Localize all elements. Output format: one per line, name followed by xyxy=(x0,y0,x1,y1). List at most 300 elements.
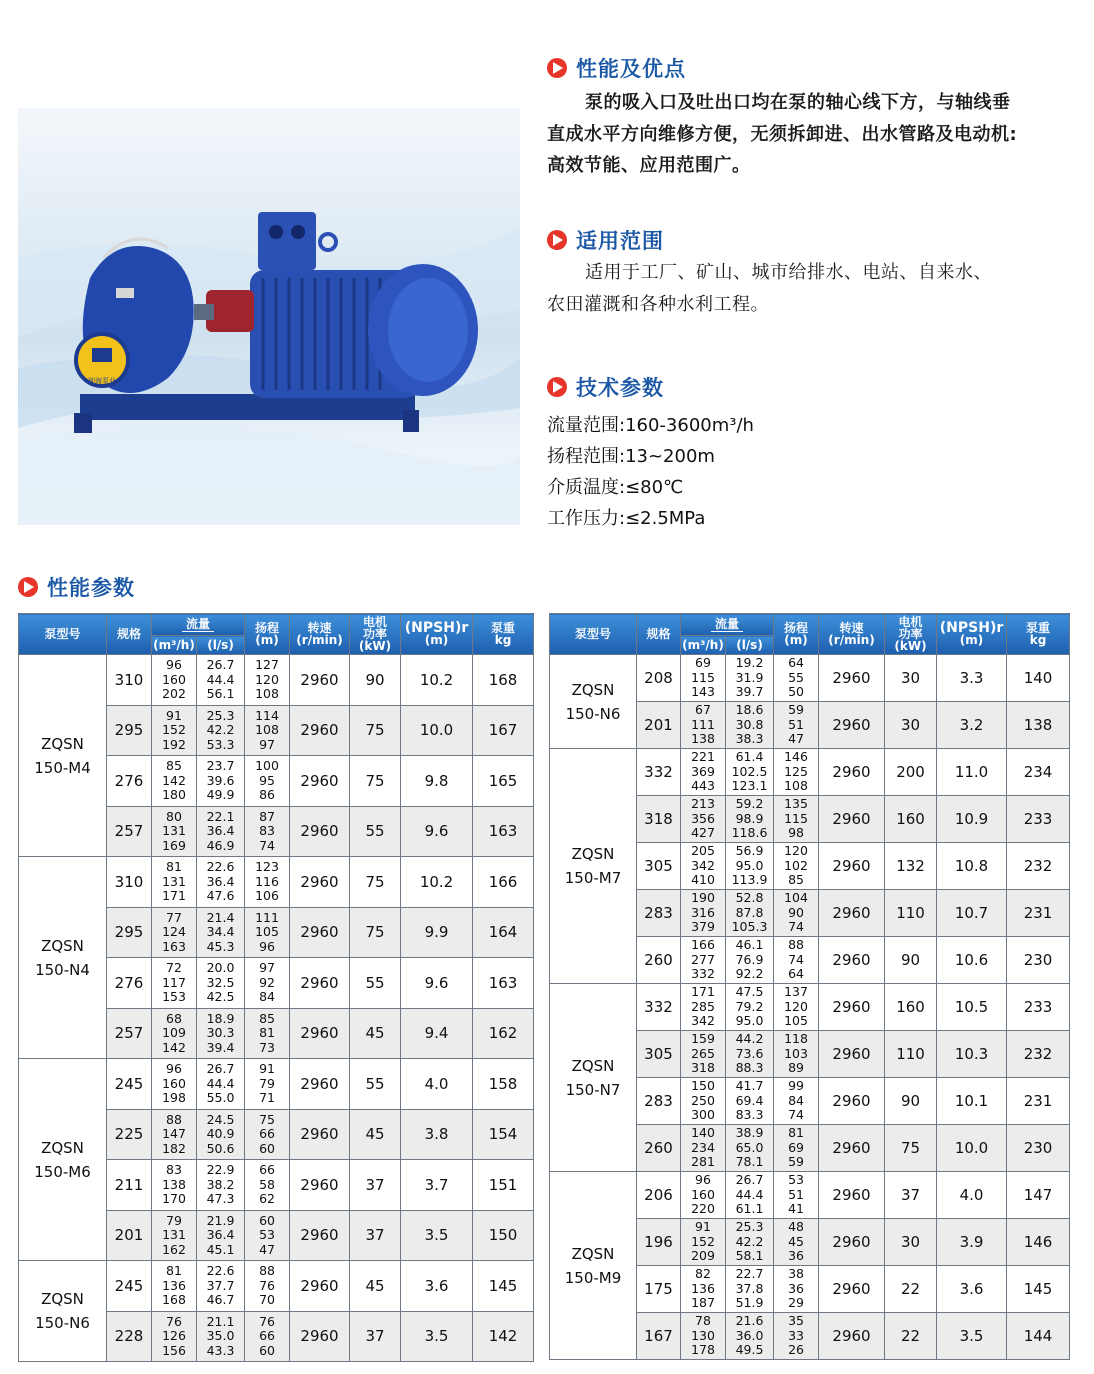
weight-cell: 232 xyxy=(1007,843,1070,890)
power-cell: 90 xyxy=(885,937,937,984)
flow-m3h-cell: 140 234 281 xyxy=(681,1125,726,1172)
th-head: 扬程 (m) xyxy=(774,614,819,655)
npsh-cell: 9.9 xyxy=(401,907,473,958)
speed-cell: 2960 xyxy=(819,1125,885,1172)
pump-model-cell xyxy=(19,655,107,857)
flow-ls-cell: 21.1 35.0 43.3 xyxy=(197,1311,245,1362)
pump-model-line: 150-N6 xyxy=(35,1314,90,1332)
power-cell: 55 xyxy=(350,1059,401,1110)
th-flow-ls: (l/s) xyxy=(726,636,774,655)
head-cell: 87 83 74 xyxy=(245,806,290,857)
speed-cell: 2960 xyxy=(290,1261,350,1312)
advantages-heading xyxy=(547,53,686,83)
spec-cell: 310 xyxy=(107,655,152,706)
flow-m3h-cell: 69 115 143 xyxy=(681,655,726,702)
head-cell: 85 81 73 xyxy=(245,1008,290,1059)
table-row xyxy=(19,655,534,706)
speed-cell: 2960 xyxy=(290,1109,350,1160)
spec-cell: 295 xyxy=(107,705,152,756)
npsh-cell: 10.8 xyxy=(937,843,1007,890)
pump-model-line: ZQSN xyxy=(41,936,84,955)
npsh-cell: 9.4 xyxy=(401,1008,473,1059)
th-pump-model: 泵型号 xyxy=(19,614,107,655)
power-cell: 75 xyxy=(350,756,401,807)
flow-ls-cell: 21.4 34.4 45.3 xyxy=(197,907,245,958)
spec-cell: 245 xyxy=(107,1261,152,1312)
weight-cell: 138 xyxy=(1007,702,1070,749)
weight-cell: 167 xyxy=(473,705,534,756)
spec-cell: 283 xyxy=(637,890,681,937)
table-row xyxy=(19,1059,534,1110)
flow-ls-cell: 24.5 40.9 50.6 xyxy=(197,1109,245,1160)
head-cell: 111 105 96 xyxy=(245,907,290,958)
flow-m3h-cell: 88 147 182 xyxy=(152,1109,197,1160)
pump-illustration xyxy=(18,108,520,525)
speed-cell: 2960 xyxy=(290,1059,350,1110)
flow-m3h-cell: 85 142 180 xyxy=(152,756,197,807)
power-cell: 160 xyxy=(885,796,937,843)
speed-cell: 2960 xyxy=(819,843,885,890)
weight-cell: 144 xyxy=(1007,1313,1070,1360)
head-cell: 127 120 108 xyxy=(245,655,290,706)
head-cell: 104 90 74 xyxy=(774,890,819,937)
spec-cell: 206 xyxy=(637,1172,681,1219)
spec-cell: 260 xyxy=(637,937,681,984)
flow-m3h-cell: 91 152 192 xyxy=(152,705,197,756)
npsh-cell: 10.0 xyxy=(401,705,473,756)
flow-m3h-cell: 68 109 142 xyxy=(152,1008,197,1059)
spec-pressure: 工作压力:≤2.5MPa xyxy=(547,508,706,529)
spec-cell: 305 xyxy=(637,843,681,890)
weight-cell: 158 xyxy=(473,1059,534,1110)
npsh-cell: 3.3 xyxy=(937,655,1007,702)
pump-model-line: ZQSN xyxy=(41,1138,84,1157)
power-cell: 90 xyxy=(885,1078,937,1125)
flow-ls-cell: 25.3 42.2 58.1 xyxy=(726,1219,774,1266)
th-flow-ls: (l/s) xyxy=(197,636,245,655)
weight-cell: 147 xyxy=(1007,1172,1070,1219)
pump-model-cell xyxy=(550,655,637,749)
power-cell: 30 xyxy=(885,1219,937,1266)
advantages-line-3: 高效节能、应用范围广。 xyxy=(547,155,751,176)
tech-heading xyxy=(547,372,664,402)
head-cell: 135 115 98 xyxy=(774,796,819,843)
flow-ls-cell: 44.2 73.6 88.3 xyxy=(726,1031,774,1078)
power-cell: 30 xyxy=(885,655,937,702)
flow-ls-cell: 22.1 36.4 46.9 xyxy=(197,806,245,857)
th-flow-m3h: (m³/h) xyxy=(152,636,197,655)
speed-cell: 2960 xyxy=(290,1311,350,1362)
pump-model-line: 150-N7 xyxy=(565,1080,621,1099)
power-cell: 75 xyxy=(885,1125,937,1172)
power-cell: 200 xyxy=(885,749,937,796)
weight-cell: 168 xyxy=(473,655,534,706)
spec-cell: 257 xyxy=(107,806,152,857)
weight-cell: 162 xyxy=(473,1008,534,1059)
npsh-cell: 4.0 xyxy=(401,1059,473,1110)
power-cell: 75 xyxy=(350,857,401,908)
flow-ls-cell: 21.9 36.4 45.1 xyxy=(197,1210,245,1261)
weight-cell: 146 xyxy=(1007,1219,1070,1266)
spec-cell: 211 xyxy=(107,1160,152,1211)
speed-cell: 2960 xyxy=(290,958,350,1009)
speed-cell: 2960 xyxy=(819,1078,885,1125)
head-cell: 38 36 29 xyxy=(774,1266,819,1313)
npsh-cell: 4.0 xyxy=(937,1172,1007,1219)
pump-model-line: ZQSN xyxy=(571,845,615,863)
npsh-cell: 3.6 xyxy=(937,1266,1007,1313)
flow-ls-cell: 56.9 95.0 113.9 xyxy=(726,843,774,890)
npsh-cell: 10.1 xyxy=(937,1078,1007,1125)
weight-cell: 164 xyxy=(473,907,534,958)
speed-cell: 2960 xyxy=(290,1008,350,1059)
npsh-cell: 9.6 xyxy=(401,806,473,857)
pump-model-line: ZQSN xyxy=(41,1290,84,1308)
weight-cell: 145 xyxy=(473,1261,534,1312)
speed-cell: 2960 xyxy=(819,890,885,937)
weight-cell: 163 xyxy=(473,958,534,1009)
weight-cell: 231 xyxy=(1007,1078,1070,1125)
th-pump-model: 泵型号 xyxy=(550,614,637,655)
flow-m3h-cell: 80 131 169 xyxy=(152,806,197,857)
pump-model-cell xyxy=(19,1059,107,1261)
head-cell: 60 53 47 xyxy=(245,1210,290,1261)
spec-cell: 201 xyxy=(637,702,681,749)
power-cell: 22 xyxy=(885,1266,937,1313)
npsh-cell: 9.8 xyxy=(401,756,473,807)
head-cell: 64 55 50 xyxy=(774,655,819,702)
head-cell: 75 66 60 xyxy=(245,1109,290,1160)
head-cell: 146 125 108 xyxy=(774,749,819,796)
weight-cell: 145 xyxy=(1007,1266,1070,1313)
pump-model-cell xyxy=(550,984,637,1172)
play-bullet-icon xyxy=(547,230,567,250)
flow-m3h-cell: 82 136 187 xyxy=(681,1266,726,1313)
speed-cell: 2960 xyxy=(290,705,350,756)
speed-cell: 2960 xyxy=(290,1210,350,1261)
head-cell: 88 76 70 xyxy=(245,1261,290,1312)
spec-cell: 201 xyxy=(107,1210,152,1261)
speed-cell: 2960 xyxy=(819,1313,885,1360)
npsh-cell: 10.6 xyxy=(937,937,1007,984)
npsh-cell: 11.0 xyxy=(937,749,1007,796)
spec-cell: 318 xyxy=(637,796,681,843)
speed-cell: 2960 xyxy=(290,655,350,706)
speed-cell: 2960 xyxy=(290,756,350,807)
pump-model-cell xyxy=(19,1261,107,1362)
flow-ls-cell: 22.6 36.4 47.6 xyxy=(197,857,245,908)
head-cell: 35 33 26 xyxy=(774,1313,819,1360)
flow-ls-cell: 25.3 42.2 53.3 xyxy=(197,705,245,756)
spec-head-range: 扬程范围:13~200m xyxy=(547,446,715,467)
power-cell: 75 xyxy=(350,907,401,958)
spec-cell: 196 xyxy=(637,1219,681,1266)
npsh-cell: 10.5 xyxy=(937,984,1007,1031)
flow-m3h-cell: 166 277 332 xyxy=(681,937,726,984)
pump-model-line: ZQSN xyxy=(41,734,84,753)
pump-model-cell xyxy=(550,749,637,984)
head-cell: 66 58 62 xyxy=(245,1160,290,1211)
flow-m3h-cell: 159 265 318 xyxy=(681,1031,726,1078)
speed-cell: 2960 xyxy=(819,1219,885,1266)
weight-cell: 142 xyxy=(473,1311,534,1362)
pump-photo xyxy=(18,108,520,525)
speed-cell: 2960 xyxy=(290,907,350,958)
spec-cell: 175 xyxy=(637,1266,681,1313)
spec-cell: 260 xyxy=(637,1125,681,1172)
flow-m3h-cell: 96 160 220 xyxy=(681,1172,726,1219)
advantages-line-1: 泵的吸入口及吐出口均在泵的轴心线下方，与轴线垂 xyxy=(585,92,1011,113)
flow-m3h-cell: 96 160 198 xyxy=(152,1059,197,1110)
weight-cell: 233 xyxy=(1007,984,1070,1031)
spec-cell: 257 xyxy=(107,1008,152,1059)
head-cell: 81 69 59 xyxy=(774,1125,819,1172)
pump-model-line: 150-M7 xyxy=(564,869,622,887)
pump-model-line: 150-M9 xyxy=(564,1268,622,1287)
power-cell: 90 xyxy=(350,655,401,706)
head-cell: 120 102 85 xyxy=(774,843,819,890)
scope-title: 适用范围 xyxy=(576,229,664,253)
weight-cell: 151 xyxy=(473,1160,534,1211)
weight-cell: 234 xyxy=(1007,749,1070,796)
play-bullet-icon xyxy=(547,377,567,397)
flow-m3h-cell: 91 152 209 xyxy=(681,1219,726,1266)
flow-ls-cell: 18.6 30.8 38.3 xyxy=(726,702,774,749)
head-cell: 118 103 89 xyxy=(774,1031,819,1078)
head-cell: 100 95 86 xyxy=(245,756,290,807)
flow-ls-cell: 47.5 79.2 95.0 xyxy=(726,984,774,1031)
power-cell: 110 xyxy=(885,890,937,937)
head-cell: 123 116 106 xyxy=(245,857,290,908)
flow-ls-cell: 19.2 31.9 39.7 xyxy=(726,655,774,702)
power-cell: 75 xyxy=(350,705,401,756)
npsh-cell: 3.8 xyxy=(401,1109,473,1160)
spec-cell: 276 xyxy=(107,958,152,1009)
flow-ls-cell: 18.9 30.3 39.4 xyxy=(197,1008,245,1059)
th-spec: 规格 xyxy=(107,614,152,655)
pump-model-line: ZQSN xyxy=(571,1244,615,1263)
npsh-cell: 3.7 xyxy=(401,1160,473,1211)
power-cell: 160 xyxy=(885,984,937,1031)
weight-cell: 165 xyxy=(473,756,534,807)
spec-cell: 228 xyxy=(107,1311,152,1362)
power-cell: 55 xyxy=(350,958,401,1009)
flow-m3h-cell: 79 131 162 xyxy=(152,1210,197,1261)
flow-ls-cell: 59.2 98.9 118.6 xyxy=(726,796,774,843)
speed-cell: 2960 xyxy=(819,655,885,702)
weight-cell: 166 xyxy=(473,857,534,908)
flow-ls-cell: 22.9 38.2 47.3 xyxy=(197,1160,245,1211)
flow-m3h-cell: 77 124 163 xyxy=(152,907,197,958)
spec-cell: 208 xyxy=(637,655,681,702)
flow-m3h-cell: 72 117 153 xyxy=(152,958,197,1009)
th-power: 电机 功率 (kW) xyxy=(885,614,937,655)
flow-m3h-cell: 150 250 300 xyxy=(681,1078,726,1125)
npsh-cell: 9.6 xyxy=(401,958,473,1009)
pump-model-line: 150-N4 xyxy=(35,960,90,979)
pump-model-line: ZQSN xyxy=(571,680,615,699)
speed-cell: 2960 xyxy=(819,984,885,1031)
pump-model-line: 150-M4 xyxy=(34,758,91,777)
weight-cell: 230 xyxy=(1007,937,1070,984)
spec-cell: 305 xyxy=(637,1031,681,1078)
power-cell: 37 xyxy=(350,1311,401,1362)
spec-cell: 332 xyxy=(637,749,681,796)
head-cell: 99 84 74 xyxy=(774,1078,819,1125)
pump-model-line: 150-M6 xyxy=(34,1162,91,1181)
advantages-title: 性能及优点 xyxy=(576,57,686,81)
scope-line-2: 农田灌溉和各种水利工程。 xyxy=(547,293,769,315)
head-cell: 114 108 97 xyxy=(245,705,290,756)
npsh-cell: 10.2 xyxy=(401,857,473,908)
head-cell: 76 66 60 xyxy=(245,1311,290,1362)
flow-ls-cell: 20.0 32.5 42.5 xyxy=(197,958,245,1009)
power-cell: 22 xyxy=(885,1313,937,1360)
head-cell: 53 51 41 xyxy=(774,1172,819,1219)
th-npsh: (NPSH)r (m) xyxy=(937,614,1007,655)
speed-cell: 2960 xyxy=(819,1031,885,1078)
power-cell: 110 xyxy=(885,1031,937,1078)
advantages-text xyxy=(547,87,1087,182)
flow-m3h-cell: 76 126 156 xyxy=(152,1311,197,1362)
power-cell: 55 xyxy=(350,806,401,857)
speed-cell: 2960 xyxy=(819,749,885,796)
weight-cell: 163 xyxy=(473,806,534,857)
speed-cell: 2960 xyxy=(290,1160,350,1211)
speed-cell: 2960 xyxy=(819,937,885,984)
perf-title: 性能参数 xyxy=(47,576,135,600)
play-bullet-icon xyxy=(18,577,38,597)
table-row xyxy=(19,857,534,908)
spec-cell: 310 xyxy=(107,857,152,908)
spec-cell: 332 xyxy=(637,984,681,1031)
speed-cell: 2960 xyxy=(819,702,885,749)
flow-ls-cell: 41.7 69.4 83.3 xyxy=(726,1078,774,1125)
npsh-cell: 3.5 xyxy=(401,1210,473,1261)
table-row xyxy=(550,984,1070,1031)
weight-cell: 150 xyxy=(473,1210,534,1261)
th-flow-m3h: (m³/h) xyxy=(681,636,726,655)
npsh-cell: 10.3 xyxy=(937,1031,1007,1078)
flow-ls-cell: 52.8 87.8 105.3 xyxy=(726,890,774,937)
th-weight: 泵重 kg xyxy=(473,614,534,655)
npsh-cell: 3.9 xyxy=(937,1219,1007,1266)
spec-cell: 167 xyxy=(637,1313,681,1360)
th-speed: 转速 (r/min) xyxy=(819,614,885,655)
advantages-line-2: 直成水平方向维修方便，无须拆卸进、出水管路及电动机: xyxy=(547,123,1018,145)
pump-model-line: 150-N6 xyxy=(565,704,621,723)
performance-table-left xyxy=(18,613,534,1362)
flow-m3h-cell: 83 138 170 xyxy=(152,1160,197,1211)
flow-m3h-cell: 221 369 443 xyxy=(681,749,726,796)
speed-cell: 2960 xyxy=(819,1266,885,1313)
head-cell: 97 92 84 xyxy=(245,958,290,1009)
npsh-cell: 10.0 xyxy=(937,1125,1007,1172)
flow-ls-cell: 26.7 44.4 61.1 xyxy=(726,1172,774,1219)
weight-cell: 233 xyxy=(1007,796,1070,843)
flow-ls-cell: 21.6 36.0 49.5 xyxy=(726,1313,774,1360)
pump-model-cell xyxy=(19,857,107,1059)
npsh-cell: 3.5 xyxy=(937,1313,1007,1360)
scope-text xyxy=(547,257,1087,320)
npsh-cell: 3.2 xyxy=(937,702,1007,749)
npsh-cell: 10.7 xyxy=(937,890,1007,937)
table-row xyxy=(550,1172,1070,1219)
flow-ls-cell: 22.7 37.8 51.9 xyxy=(726,1266,774,1313)
head-cell: 48 45 36 xyxy=(774,1219,819,1266)
flow-ls-cell: 26.7 44.4 56.1 xyxy=(197,655,245,706)
speed-cell: 2960 xyxy=(290,857,350,908)
head-cell: 91 79 71 xyxy=(245,1059,290,1110)
npsh-cell: 10.2 xyxy=(401,655,473,706)
th-spec: 规格 xyxy=(637,614,681,655)
npsh-cell: 3.6 xyxy=(401,1261,473,1312)
power-cell: 45 xyxy=(350,1261,401,1312)
spec-cell: 295 xyxy=(107,907,152,958)
th-flow: 流量 xyxy=(152,614,245,636)
spec-flow-range: 流量范围:160-3600m³/h xyxy=(547,415,754,436)
spec-cell: 276 xyxy=(107,756,152,807)
tech-spec-list xyxy=(547,410,754,534)
scope-heading xyxy=(547,225,664,255)
spec-cell: 245 xyxy=(107,1059,152,1110)
th-power: 电机 功率 (kW) xyxy=(350,614,401,655)
th-head: 扬程 (m) xyxy=(245,614,290,655)
head-cell: 88 74 64 xyxy=(774,937,819,984)
speed-cell: 2960 xyxy=(819,1172,885,1219)
weight-cell: 140 xyxy=(1007,655,1070,702)
power-cell: 30 xyxy=(885,702,937,749)
speed-cell: 2960 xyxy=(819,796,885,843)
pump-model-line: ZQSN xyxy=(571,1056,615,1075)
flow-ls-cell: 26.7 44.4 55.0 xyxy=(197,1059,245,1110)
table-row xyxy=(19,1261,534,1312)
flow-m3h-cell: 81 131 171 xyxy=(152,857,197,908)
speed-cell: 2960 xyxy=(290,806,350,857)
power-cell: 45 xyxy=(350,1109,401,1160)
power-cell: 132 xyxy=(885,843,937,890)
npsh-cell: 3.5 xyxy=(401,1311,473,1362)
th-flow: 流量 xyxy=(681,614,774,636)
th-weight: 泵重 kg xyxy=(1007,614,1070,655)
pump-badge-text: 钟海泵业 xyxy=(88,377,116,385)
flow-ls-cell: 46.1 76.9 92.2 xyxy=(726,937,774,984)
flow-ls-cell: 22.6 37.7 46.7 xyxy=(197,1261,245,1312)
th-npsh: (NPSH)r (m) xyxy=(401,614,473,655)
power-cell: 37 xyxy=(350,1210,401,1261)
weight-cell: 154 xyxy=(473,1109,534,1160)
flow-ls-cell: 23.7 39.6 49.9 xyxy=(197,756,245,807)
th-speed: 转速 (r/min) xyxy=(290,614,350,655)
perf-heading xyxy=(18,572,135,602)
flow-m3h-cell: 205 342 410 xyxy=(681,843,726,890)
weight-cell: 231 xyxy=(1007,890,1070,937)
power-cell: 37 xyxy=(885,1172,937,1219)
power-cell: 45 xyxy=(350,1008,401,1059)
weight-cell: 232 xyxy=(1007,1031,1070,1078)
spec-cell: 283 xyxy=(637,1078,681,1125)
flow-m3h-cell: 213 356 427 xyxy=(681,796,726,843)
npsh-cell: 10.9 xyxy=(937,796,1007,843)
performance-table-right xyxy=(549,613,1070,1360)
flow-m3h-cell: 96 160 202 xyxy=(152,655,197,706)
flow-m3h-cell: 67 111 138 xyxy=(681,702,726,749)
flow-ls-cell: 61.4 102.5 123.1 xyxy=(726,749,774,796)
spec-cell: 225 xyxy=(107,1109,152,1160)
table-row xyxy=(550,749,1070,796)
flow-m3h-cell: 190 316 379 xyxy=(681,890,726,937)
play-bullet-icon xyxy=(547,58,567,78)
